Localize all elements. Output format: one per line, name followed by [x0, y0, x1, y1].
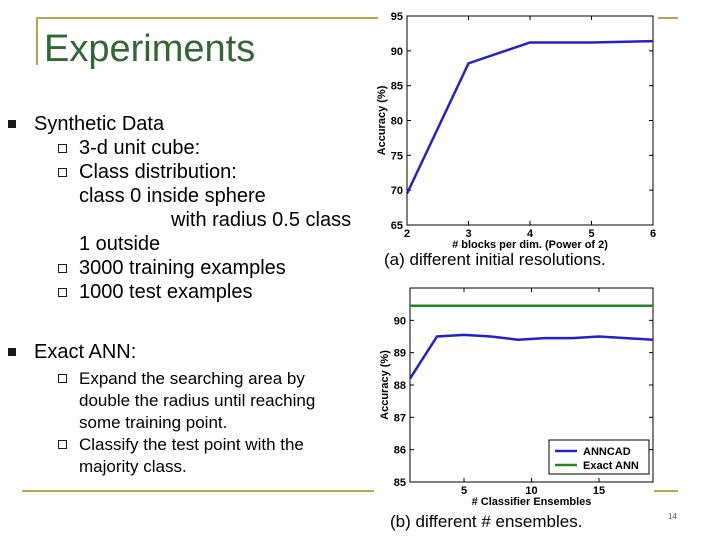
- y-tick-label: 70: [390, 185, 403, 198]
- sub-bullet: [58, 434, 358, 478]
- bullet-exact-ann: [8, 340, 358, 364]
- x-tick-label: 5: [460, 485, 468, 497]
- slide-title: Experiments: [44, 28, 256, 70]
- y-tick-label: 80: [390, 115, 403, 128]
- page-number: 14: [668, 512, 677, 521]
- series-line-anncad: [410, 335, 653, 379]
- y-tick-label: 85: [393, 477, 406, 489]
- x-tick-label: 5: [588, 228, 595, 240]
- legend-label: Exact ANN: [583, 460, 639, 472]
- hollow-square-bullet-icon: [58, 440, 67, 449]
- chart-caption: (b) different # ensembles.: [390, 512, 583, 531]
- hollow-square-bullet-icon: [58, 264, 67, 273]
- y-axis-label: Accuracy (%): [379, 350, 391, 420]
- y-tick-label: 95: [390, 11, 403, 23]
- sub-bullet-text: Class distribution: class 0 inside sphere with radius 0.5 class 1 outside: [79, 161, 352, 255]
- y-tick-label: 75: [390, 150, 403, 163]
- hollow-square-bullet-icon: [58, 168, 67, 177]
- filled-square-bullet-icon: [8, 348, 16, 356]
- x-tick-label: 6: [649, 228, 657, 240]
- x-tick-label: 10: [525, 485, 538, 497]
- x-tick-label: 3: [465, 228, 472, 240]
- frame-line-top: [36, 17, 378, 19]
- y-tick-label: 90: [393, 315, 406, 328]
- sub-bullet: [58, 160, 358, 256]
- sub-bullet-text: 3000 training examples: [79, 257, 286, 279]
- plot-frame: [407, 16, 653, 225]
- y-tick-label: 88: [393, 380, 406, 392]
- hollow-square-bullet-icon: [58, 374, 67, 383]
- bullet-list: [8, 112, 358, 478]
- y-tick-label: 89: [393, 347, 406, 360]
- sub-bullet: [58, 368, 358, 434]
- y-axis-label: Accuracy (%): [376, 85, 388, 156]
- sub-bullet-text: Classify the test point with the majority class.: [79, 435, 304, 476]
- sub-bullet: [58, 280, 358, 304]
- y-tick-label: 65: [390, 220, 403, 232]
- x-axis-label: # Classifier Ensembles: [471, 496, 592, 508]
- bullet-synthetic-data: [8, 112, 358, 136]
- x-axis-label: # blocks per dim. (Power of 2): [452, 239, 608, 251]
- x-tick-label: 15: [592, 485, 606, 497]
- frame-line-left: [36, 17, 38, 65]
- hollow-square-bullet-icon: [58, 144, 67, 153]
- chart-initial-resolutions: [370, 4, 720, 252]
- x-tick-label: 2: [403, 228, 411, 240]
- sub-bullet-text: Expand the searching area by double the radius until reaching some training point.: [79, 369, 316, 432]
- sub-bullet-text: 3-d unit cube:: [79, 137, 201, 159]
- frame-line-bottom: [22, 490, 374, 492]
- series-line-accuracy: [407, 41, 653, 194]
- bullet-text: Exact ANN:: [34, 341, 137, 363]
- bullet-text: Synthetic Data: [34, 113, 165, 135]
- legend-label: ANNCAD: [583, 446, 631, 458]
- y-tick-label: 90: [390, 45, 403, 58]
- filled-square-bullet-icon: [8, 120, 16, 128]
- x-tick-label: 4: [526, 228, 534, 240]
- y-tick-label: 85: [390, 80, 403, 93]
- sub-bullet-text: 1000 test examples: [79, 281, 253, 303]
- sub-bullet: [58, 256, 358, 280]
- chart-ensembles: [370, 284, 720, 510]
- sub-bullet: [58, 136, 358, 160]
- hollow-square-bullet-icon: [58, 288, 67, 297]
- y-tick-label: 86: [393, 444, 406, 457]
- chart-caption: (a) different initial resolutions.: [384, 250, 606, 269]
- y-tick-label: 87: [393, 412, 406, 425]
